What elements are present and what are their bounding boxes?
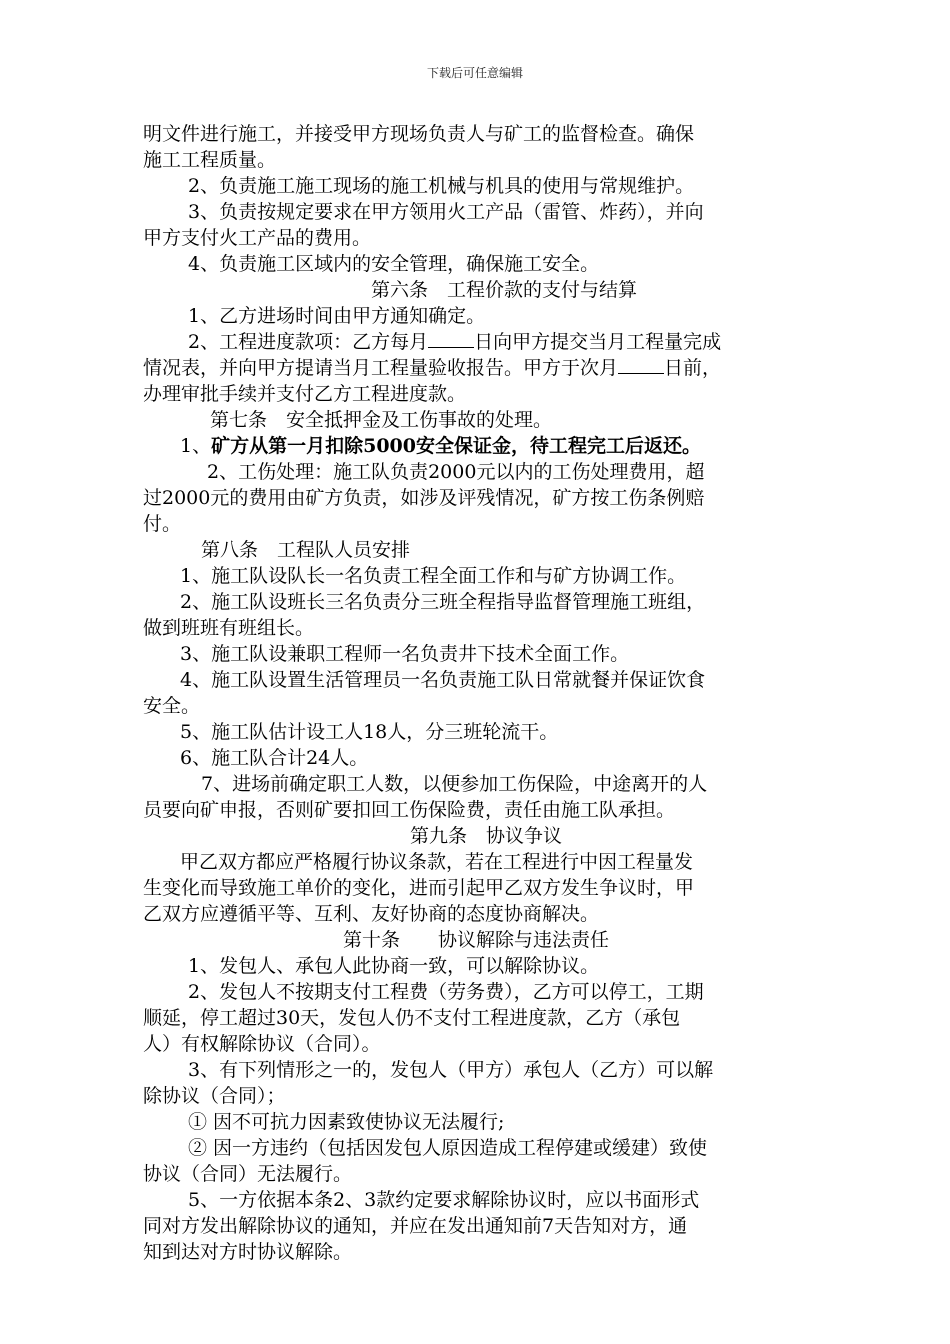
text-line: 明文件进行施工，并接受甲方现场负责人与矿工的监督检查。确保 bbox=[143, 123, 695, 145]
text-line: 施工工程质量。 bbox=[143, 149, 277, 171]
text-line: 同对方发出解除协议的通知，并应在发出通知前7天告知对方，通 bbox=[143, 1215, 688, 1237]
text-line bbox=[143, 329, 810, 355]
text-line: 生变化而导致施工单价的变化，进而引起甲乙双方发生争议时，甲 bbox=[143, 877, 695, 899]
text-segment: 1、 bbox=[180, 435, 212, 457]
text-segment: 2、工程进度款项：乙方每月 bbox=[188, 331, 429, 353]
text-line: 2、发包人不按期支付工程费（劳务费），乙方可以停工，工期 bbox=[188, 981, 704, 1003]
text-line: 2、工伤处理：施工队负责2000元以内的工伤处理费用，超 bbox=[207, 461, 705, 483]
text-line bbox=[143, 355, 810, 381]
text-line: 员要向矿申报，否则矿要扣回工伤保险费，责任由施工队承担。 bbox=[143, 799, 676, 821]
text-line: 知到达对方时协议解除。 bbox=[143, 1241, 353, 1263]
text-line bbox=[143, 433, 810, 459]
text-line: 做到班班有班组长。 bbox=[143, 617, 315, 639]
text-line: 5、一方依据本条2、3款约定要求解除协议时，应以书面形式 bbox=[188, 1189, 700, 1211]
text-line: 4、施工队设置生活管理员一名负责施工队日常就餐并保证饮食 bbox=[180, 669, 706, 691]
text-line: 2、负责施工施工现场的施工机械与机具的使用与常规维护。 bbox=[188, 175, 695, 197]
text-line: ① 因不可抗力因素致使协议无法履行; bbox=[188, 1111, 505, 1133]
text-line: 甲乙双方都应严格履行协议条款，若在工程进行中因工程量发 bbox=[180, 851, 694, 873]
text-line: 3、负责按规定要求在甲方领用火工产品（雷管、炸药），并向 bbox=[188, 201, 704, 223]
text-line: 2、施工队设班长三名负责分三班全程指导监督管理施工班组， bbox=[180, 591, 706, 613]
text-line: 协议（合同）无法履行。 bbox=[143, 1163, 353, 1185]
fill-in-blank bbox=[428, 329, 474, 348]
text-line: 5、施工队估计设工人18人，分三班轮流干。 bbox=[180, 721, 559, 743]
text-line: 过2000元的费用由矿方负责，如涉及评残情况，矿方按工伤条例赔 bbox=[143, 487, 705, 509]
text-line: 顺延，停工超过30天，发包人仍不支付工程进度款，乙方（承包 bbox=[143, 1007, 681, 1029]
text-line: 3、施工队设兼职工程师一名负责井下技术全面工作。 bbox=[180, 643, 630, 665]
text-line: 1、施工队设队长一名负责工程全面工作和与矿方协调工作。 bbox=[180, 565, 687, 587]
text-segment: 日前， bbox=[664, 357, 722, 379]
text-line: 7、进场前确定职工人数，以便参加工伤保险，中途离开的人 bbox=[201, 773, 708, 795]
section-heading: 第十条 协议解除与违法责任 bbox=[343, 929, 610, 951]
section-heading: 第九条 协议争议 bbox=[410, 825, 563, 847]
bold-text: 矿方从第一月扣除5000安全保证金，待工程完工后返还。 bbox=[211, 435, 701, 457]
header-note: 下载后可任意编辑 bbox=[426, 66, 523, 80]
text-line: 甲方支付火工产品的费用。 bbox=[143, 227, 372, 249]
text-segment: 情况表，并向甲方提请当月工程量验收报告。甲方于次月 bbox=[143, 357, 619, 379]
text-line: 1、发包人、承包人此协商一致，可以解除协议。 bbox=[188, 955, 600, 977]
text-line: 3、有下列情形之一的，发包人（甲方）承包人（乙方）可以解 bbox=[188, 1059, 714, 1081]
text-line: 1、乙方进场时间由甲方通知确定。 bbox=[188, 305, 486, 327]
text-line: 乙双方应遵循平等、互利、友好协商的态度协商解决。 bbox=[143, 903, 600, 925]
section-heading: 第八条 工程队人员安排 bbox=[201, 539, 411, 561]
text-line: 6、施工队合计24人。 bbox=[180, 747, 369, 769]
section-heading: 第七条 安全抵押金及工伤事故的处理。 bbox=[210, 409, 553, 431]
document-body bbox=[143, 121, 810, 1265]
text-segment: 日向甲方提交当月工程量完成 bbox=[474, 331, 722, 353]
text-line: 人）有权解除协议（合同）。 bbox=[143, 1033, 381, 1055]
text-line: 付。 bbox=[143, 513, 182, 535]
section-heading: 第六条 工程价款的支付与结算 bbox=[371, 279, 638, 301]
fill-in-blank bbox=[618, 355, 664, 374]
text-line: 4、负责施工区域内的安全管理，确保施工安全。 bbox=[188, 253, 600, 275]
text-line: 办理审批手续并支付乙方工程进度款。 bbox=[143, 383, 467, 405]
text-line: 安全。 bbox=[143, 695, 201, 717]
text-line: 除协议（合同）； bbox=[143, 1085, 286, 1107]
text-line: ② 因一方违约（包括因发包人原因造成工程停建或缓建）致使 bbox=[188, 1137, 708, 1159]
